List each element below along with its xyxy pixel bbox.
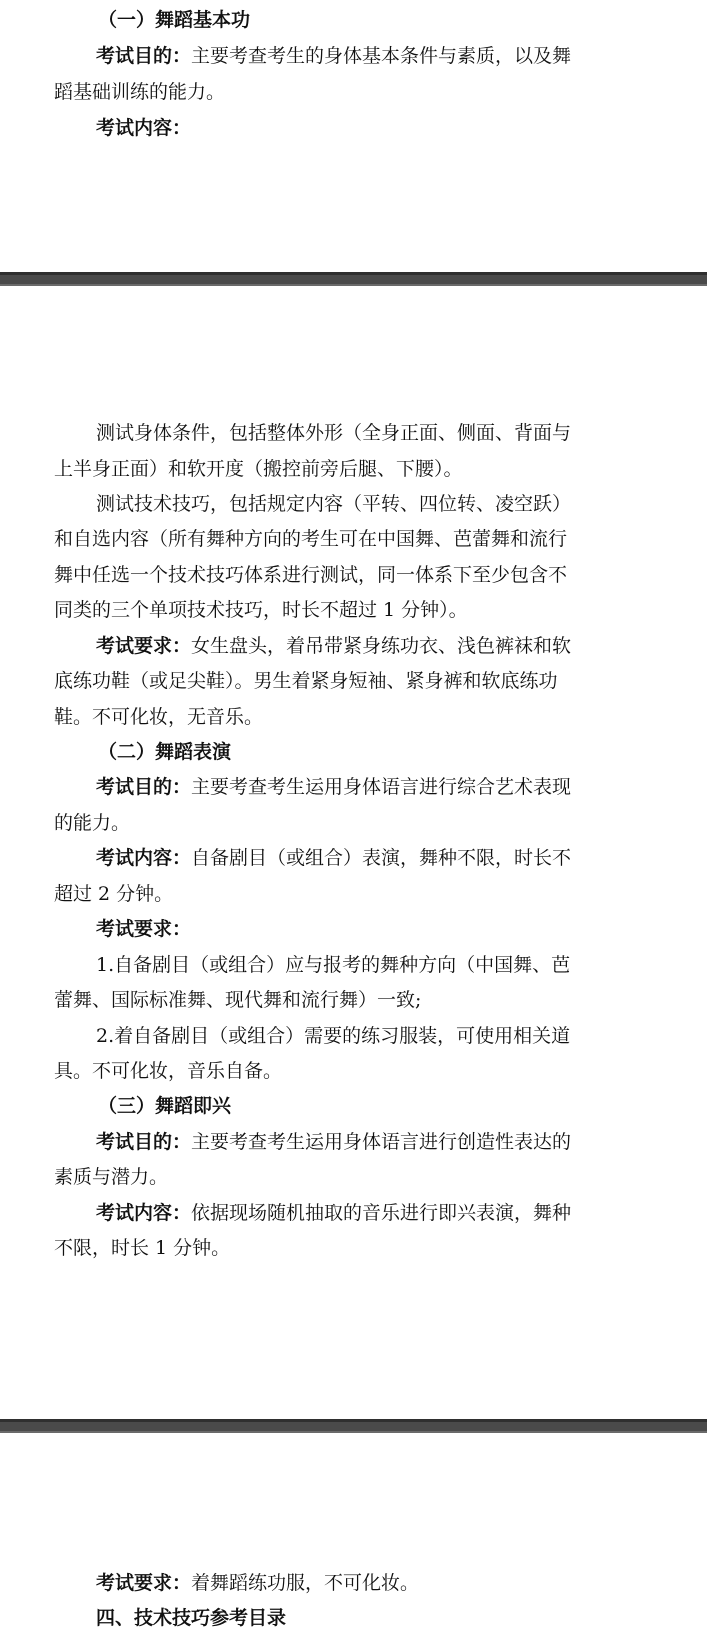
paragraph-line: 具。不可化妆，音乐自备。	[54, 1060, 283, 1082]
label-exam-content: 考试内容：	[96, 1202, 192, 1224]
paragraph-line: 测试技术技巧，包括规定内容（平转、四位转、凌空跃）	[96, 493, 572, 515]
paragraph-line: 不限，时长 1 分钟。	[54, 1237, 231, 1259]
label-exam-content: 考试内容：	[96, 847, 192, 869]
paragraph-line: 底练功鞋（或足尖鞋）。男生着紧身短袖、紧身裤和软底练功	[54, 670, 558, 692]
page-separator	[0, 272, 707, 286]
label-exam-requirement: 考试要求：	[96, 1572, 192, 1594]
paragraph-line: 超过 2 分钟。	[54, 883, 174, 905]
paragraph-line: 的能力。	[54, 812, 131, 834]
paragraph-line: 和自选内容（所有舞种方向的考生可在中国舞、芭蕾舞和流行	[54, 528, 568, 550]
paragraph-line: 蹈基础训练的能力。	[54, 81, 226, 103]
text: 女生盘头，着吊带紧身练功衣、浅色裤袜和软	[191, 635, 572, 657]
paragraph-line	[96, 846, 571, 870]
paragraph-line: 蕾舞、国际标准舞、现代舞和流行舞）一致;	[54, 989, 422, 1011]
paragraph-line: 2.着自备剧目（或组合）需要的练习服装，可使用相关道	[96, 1025, 571, 1047]
paragraph-line	[96, 775, 571, 799]
paragraph-line: 素质与潜力。	[54, 1166, 169, 1188]
paragraph-line: 舞中任选一个技术技巧体系进行测试，同一体系下至少包含不	[54, 564, 568, 586]
page-separator	[0, 1419, 707, 1433]
paragraph-line	[96, 1571, 419, 1595]
text: 自备剧目（或组合）表演，舞种不限，时长不	[191, 847, 572, 869]
label-exam-aim: 考试目的：	[96, 45, 192, 67]
section-heading: 四、技术技巧参考目录	[96, 1607, 287, 1629]
section-heading: （二）舞蹈表演	[98, 741, 232, 763]
paragraph-line: 上半身正面）和软开度（搬控前旁后腿、下腰）。	[54, 458, 463, 480]
label-exam-content: 考试内容：	[96, 117, 192, 139]
paragraph-line	[96, 1130, 571, 1154]
paragraph-line: 同类的三个单项技术技巧，时长不超过 1 分钟）。	[54, 599, 468, 621]
paragraph-line	[96, 44, 571, 68]
text: 主要考查考生运用身体语言进行综合艺术表现	[191, 776, 572, 798]
label-exam-aim: 考试目的：	[96, 776, 192, 798]
paragraph-line: 1.自备剧目（或组合）应与报考的舞种方向（中国舞、芭	[96, 954, 571, 976]
paragraph-line	[96, 634, 571, 658]
text: 依据现场随机抽取的音乐进行即兴表演，舞种	[191, 1202, 572, 1224]
paragraph-line	[96, 1201, 571, 1225]
label-exam-aim: 考试目的：	[96, 1131, 192, 1153]
text: 主要考查考生的身体基本条件与素质，以及舞	[191, 45, 572, 67]
section-heading: （一）舞蹈基本功	[98, 9, 251, 31]
paragraph-line: 鞋。不可化妆，无音乐。	[54, 706, 264, 728]
text: 着舞蹈练功服，不可化妆。	[191, 1572, 420, 1594]
label-exam-requirement: 考试要求：	[96, 635, 192, 657]
paragraph-line: 测试身体条件，包括整体外形（全身正面、侧面、背面与	[96, 422, 572, 444]
text: 主要考查考生运用身体语言进行创造性表达的	[191, 1131, 572, 1153]
label-exam-requirement: 考试要求：	[96, 918, 192, 940]
section-heading: （三）舞蹈即兴	[98, 1095, 232, 1117]
